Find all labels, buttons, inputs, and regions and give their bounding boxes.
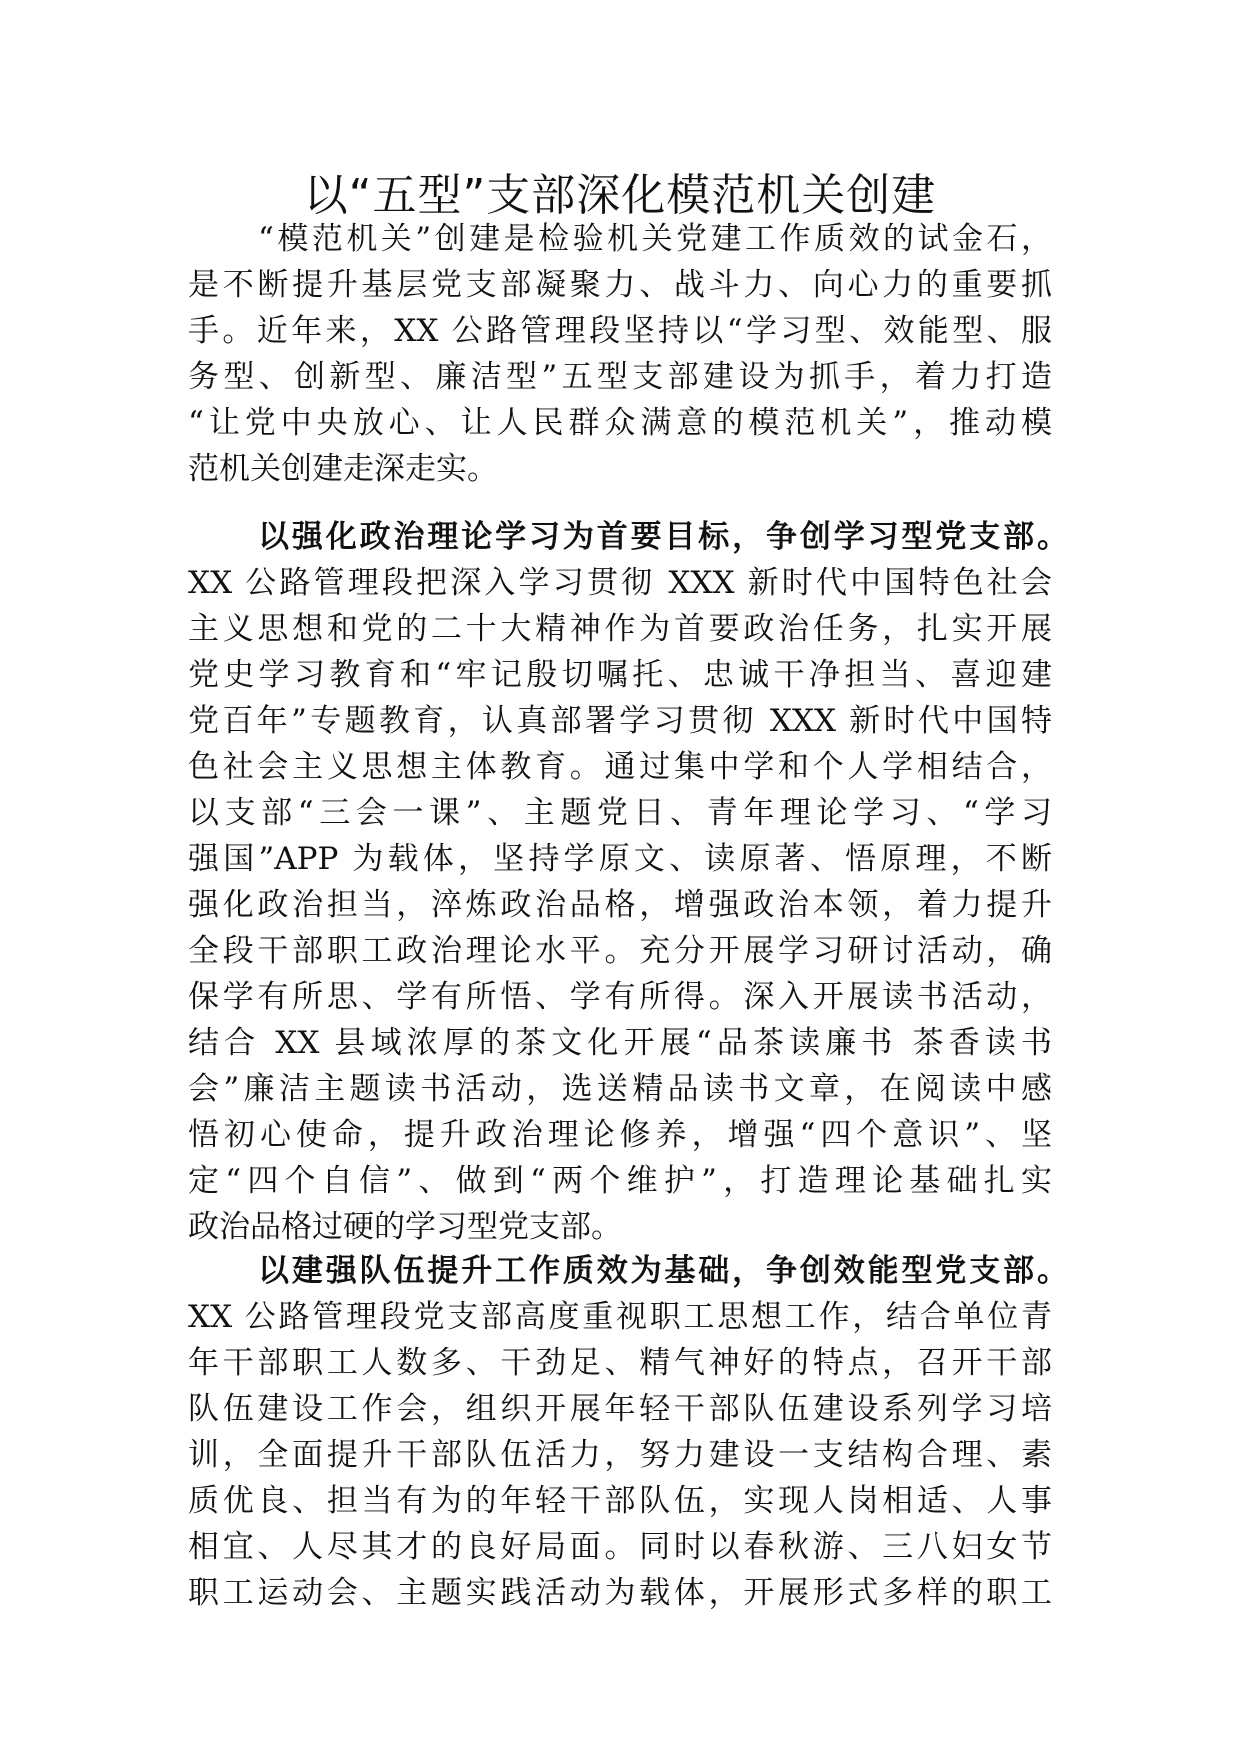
text-line: 政治品格过硬的学习型党支部。 — [188, 1209, 622, 1245]
text-line: 以支部“三会一课”、主题党日、青年理论学习、“学习 — [188, 795, 1052, 831]
text-line: 色社会主义思想主体教育。通过集中学和个人学相结合， — [188, 749, 1052, 785]
text-line: XX 公路管理段党支部高度重视职工思想工作，结合单位青 — [188, 1299, 1052, 1335]
text-line: “让党中央放心、让人民群众满意的模范机关”，推动模 — [188, 405, 1052, 441]
text-line: 会”廉洁主题读书活动，选送精品读书文章，在阅读中感 — [188, 1071, 1052, 1107]
text-line: 质优良、担当有为的年轻干部队伍，实现人岗相适、人事 — [188, 1483, 1052, 1519]
section-heading-line: 以强化政治理论学习为首要目标，争创学习型党支部。 — [258, 519, 1068, 555]
text-line: 结合 XX 县域浓厚的茶文化开展“品茶读廉书 茶香读书 — [188, 1025, 1052, 1061]
text-line: 党史学习教育和“牢记殷切嘱托、忠诚干净担当、喜迎建 — [188, 657, 1052, 693]
text-line: 定“四个自信”、做到“两个维护”，打造理论基础扎实 — [188, 1163, 1052, 1199]
text-line: 保学有所思、学有所悟、学有所得。深入开展读书活动， — [188, 979, 1052, 1015]
text-line: 全段干部职工政治理论水平。充分开展学习研讨活动，确 — [188, 933, 1052, 969]
section-heading-line: 以建强队伍提升工作质效为基础，争创效能型党支部。 — [258, 1253, 1068, 1289]
page-title: 以“五型”支部深化模范机关创建 — [303, 170, 937, 221]
text-line: 职工运动会、主题实践活动为载体，开展形式多样的职工 — [188, 1575, 1052, 1611]
text-line: 主义思想和党的二十大精神作为首要政治任务，扎实开展 — [188, 611, 1052, 647]
text-line: XX 公路管理段把深入学习贯彻 XXX 新时代中国特色社会 — [188, 565, 1052, 601]
text-line: 范机关创建走深走实。 — [188, 451, 498, 487]
text-line: 训，全面提升干部队伍活力，努力建设一支结构合理、素 — [188, 1437, 1052, 1473]
text-line: 务型、创新型、廉洁型”五型支部建设为抓手，着力打造 — [188, 359, 1052, 395]
text-line: 手。近年来，XX 公路管理段坚持以“学习型、效能型、服 — [188, 313, 1052, 349]
text-line: 党百年”专题教育，认真部署学习贯彻 XXX 新时代中国特 — [188, 703, 1052, 739]
text-line: 队伍建设工作会，组织开展年轻干部队伍建设系列学习培 — [188, 1391, 1052, 1427]
text-line: 悟初心使命，提升政治理论修养，增强“四个意识”、坚 — [188, 1117, 1052, 1153]
text-line: “模范机关”创建是检验机关党建工作质效的试金石， — [258, 221, 1052, 257]
text-line: 相宜、人尽其才的良好局面。同时以春秋游、三八妇女节 — [188, 1529, 1052, 1565]
text-line: 是不断提升基层党支部凝聚力、战斗力、向心力的重要抓 — [188, 267, 1052, 303]
text-line: 强化政治担当，淬炼政治品格，增强政治本领，着力提升 — [188, 887, 1052, 923]
text-line: 年干部职工人数多、干劲足、精气神好的特点，召开干部 — [188, 1345, 1052, 1381]
text-line: 强国”APP 为载体，坚持学原文、读原著、悟原理，不断 — [188, 841, 1052, 877]
